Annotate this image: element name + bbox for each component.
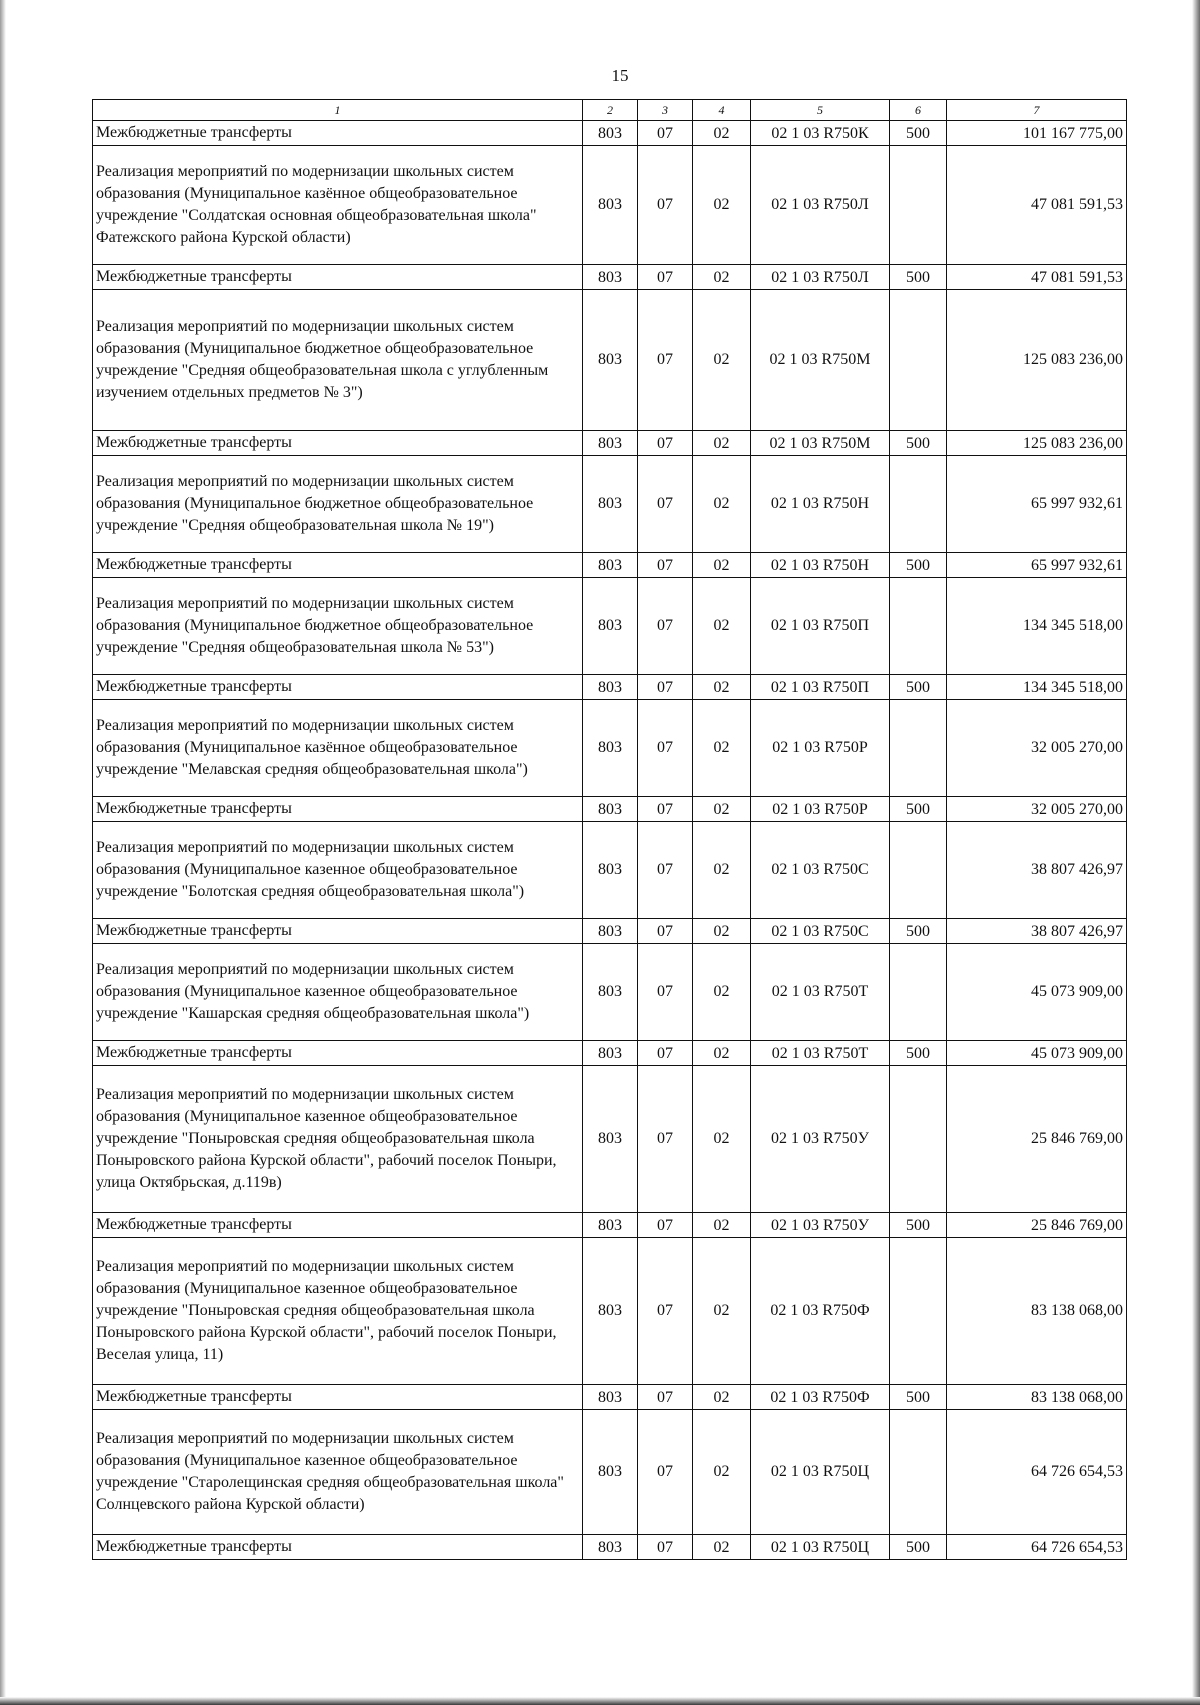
cell-target-code: 02 1 03 R750Л [751,265,890,290]
table-row [93,1213,1127,1238]
cell-expense-type [890,1066,947,1213]
cell-ved: 803 [583,675,638,700]
cell-target-code: 02 1 03 R750Р [751,797,890,822]
cell-expense-type: 500 [890,265,947,290]
cell-expense-type: 500 [890,1213,947,1238]
cell-razdel: 07 [638,1238,693,1385]
table-row [93,822,1127,919]
cell-amount: 64 726 654,53 [947,1535,1127,1560]
cell-name: Межбюджетные трансферты [93,1213,583,1238]
cell-podrazdel: 02 [693,1410,751,1535]
cell-amount: 25 846 769,00 [947,1213,1127,1238]
table-row [93,1535,1127,1560]
cell-target-code: 02 1 03 R750С [751,919,890,944]
table-row [93,944,1127,1041]
cell-amount: 32 005 270,00 [947,700,1127,797]
cell-amount: 134 345 518,00 [947,578,1127,675]
cell-razdel: 07 [638,1535,693,1560]
cell-target-code: 02 1 03 R750С [751,822,890,919]
cell-razdel: 07 [638,146,693,265]
cell-razdel: 07 [638,121,693,146]
cell-podrazdel: 02 [693,1385,751,1410]
cell-podrazdel: 02 [693,919,751,944]
cell-podrazdel: 02 [693,265,751,290]
cell-podrazdel: 02 [693,1238,751,1385]
cell-ved: 803 [583,290,638,431]
cell-name: Межбюджетные трансферты [93,675,583,700]
cell-ved: 803 [583,1535,638,1560]
cell-podrazdel: 02 [693,944,751,1041]
cell-name: Межбюджетные трансферты [93,431,583,456]
cell-expense-type [890,290,947,431]
cell-amount: 47 081 591,53 [947,146,1127,265]
cell-expense-type [890,822,947,919]
table-row [93,456,1127,553]
cell-target-code: 02 1 03 R750Ц [751,1410,890,1535]
cell-expense-type: 500 [890,919,947,944]
cell-podrazdel: 02 [693,1041,751,1066]
cell-razdel: 07 [638,822,693,919]
table-header [93,100,1127,121]
cell-razdel: 07 [638,1066,693,1213]
cell-podrazdel: 02 [693,822,751,919]
cell-expense-type: 500 [890,1385,947,1410]
table-row [93,1385,1127,1410]
table-row [93,121,1127,146]
cell-podrazdel: 02 [693,675,751,700]
table-row [93,1410,1127,1535]
table-row [93,1041,1127,1066]
cell-ved: 803 [583,1066,638,1213]
cell-ved: 803 [583,700,638,797]
cell-amount: 32 005 270,00 [947,797,1127,822]
cell-target-code: 02 1 03 R750П [751,578,890,675]
cell-ved: 803 [583,578,638,675]
cell-razdel: 07 [638,919,693,944]
cell-ved: 803 [583,265,638,290]
header-col-4: 4 [693,100,751,121]
header-col-2: 2 [583,100,638,121]
cell-ved: 803 [583,456,638,553]
cell-expense-type: 500 [890,431,947,456]
cell-name: Межбюджетные трансферты [93,121,583,146]
table-row [93,265,1127,290]
table-row [93,290,1127,431]
table-row [93,675,1127,700]
cell-amount: 38 807 426,97 [947,919,1127,944]
cell-amount: 101 167 775,00 [947,121,1127,146]
cell-razdel: 07 [638,675,693,700]
cell-razdel: 07 [638,578,693,675]
cell-target-code: 02 1 03 R750П [751,675,890,700]
cell-amount: 65 997 932,61 [947,456,1127,553]
cell-amount: 25 846 769,00 [947,1066,1127,1213]
cell-podrazdel: 02 [693,146,751,265]
header-col-5: 5 [751,100,890,121]
cell-ved: 803 [583,553,638,578]
cell-amount: 65 997 932,61 [947,553,1127,578]
cell-razdel: 07 [638,553,693,578]
cell-amount: 64 726 654,53 [947,1410,1127,1535]
cell-expense-type [890,146,947,265]
cell-amount: 125 083 236,00 [947,290,1127,431]
cell-name: Межбюджетные трансферты [93,1041,583,1066]
header-col-7: 7 [947,100,1127,121]
cell-ved: 803 [583,146,638,265]
cell-expense-type [890,1238,947,1385]
cell-target-code: 02 1 03 R750Ф [751,1385,890,1410]
table-row [93,578,1127,675]
cell-target-code: 02 1 03 R750Т [751,944,890,1041]
cell-razdel: 07 [638,797,693,822]
cell-razdel: 07 [638,456,693,553]
cell-amount: 83 138 068,00 [947,1238,1127,1385]
cell-podrazdel: 02 [693,1535,751,1560]
cell-expense-type [890,456,947,553]
table-row [93,797,1127,822]
cell-podrazdel: 02 [693,121,751,146]
cell-target-code: 02 1 03 R750М [751,290,890,431]
page-number: 15 [611,66,629,85]
cell-razdel: 07 [638,431,693,456]
cell-amount: 125 083 236,00 [947,431,1127,456]
cell-name: Реализация мероприятий по модернизации школьных систем образования (Муниципальное бюджетное общеобразовательное учреждение "Средняя общеобразовательная школа с углубленным изучением отдельных предметов № 3") [93,290,583,431]
cell-podrazdel: 02 [693,456,751,553]
cell-razdel: 07 [638,944,693,1041]
cell-amount: 45 073 909,00 [947,944,1127,1041]
cell-expense-type: 500 [890,797,947,822]
table-body [93,121,1127,1560]
cell-ved: 803 [583,431,638,456]
cell-podrazdel: 02 [693,290,751,431]
cell-podrazdel: 02 [693,797,751,822]
cell-amount: 38 807 426,97 [947,822,1127,919]
header-row [93,100,1127,121]
cell-name: Межбюджетные трансферты [93,1535,583,1560]
header-col-1: 1 [93,100,583,121]
table-row [93,1238,1127,1385]
cell-name: Межбюджетные трансферты [93,797,583,822]
cell-name: Реализация мероприятий по модернизации школьных систем образования (Муниципальное бюджетное общеобразовательное учреждение "Средняя общеобразовательная школа № 19") [93,456,583,553]
table-row [93,553,1127,578]
cell-razdel: 07 [638,290,693,431]
cell-name: Реализация мероприятий по модернизации школьных систем образования (Муниципальное казенное общеобразовательное учреждение "Поныровская средняя общеобразовательная школа Поныровского района Курской области", рабочий поселок Поныри, улица Октябрьская, д.119в) [93,1066,583,1213]
budget-table [92,99,1127,1560]
scan-edge-bottom [0,1697,1200,1705]
cell-ved: 803 [583,1213,638,1238]
cell-amount: 134 345 518,00 [947,675,1127,700]
cell-target-code: 02 1 03 R750Ф [751,1238,890,1385]
cell-podrazdel: 02 [693,1213,751,1238]
cell-podrazdel: 02 [693,431,751,456]
cell-name: Межбюджетные трансферты [93,553,583,578]
cell-name: Реализация мероприятий по модернизации школьных систем образования (Муниципальное казенное общеобразовательное учреждение "Поныровская средняя общеобразовательная школа Поныровского района Курской области", рабочий поселок Поныри, Веселая улица, 11) [93,1238,583,1385]
cell-target-code: 02 1 03 R750Ц [751,1535,890,1560]
cell-name: Межбюджетные трансферты [93,265,583,290]
cell-podrazdel: 02 [693,1066,751,1213]
cell-target-code: 02 1 03 R750Н [751,456,890,553]
cell-razdel: 07 [638,1385,693,1410]
table-row [93,431,1127,456]
cell-expense-type: 500 [890,1535,947,1560]
cell-razdel: 07 [638,1213,693,1238]
cell-amount: 47 081 591,53 [947,265,1127,290]
cell-target-code: 02 1 03 R750Р [751,700,890,797]
cell-ved: 803 [583,944,638,1041]
cell-expense-type [890,1410,947,1535]
cell-amount: 45 073 909,00 [947,1041,1127,1066]
cell-name: Межбюджетные трансферты [93,919,583,944]
cell-expense-type [890,700,947,797]
cell-razdel: 07 [638,1410,693,1535]
cell-expense-type: 500 [890,675,947,700]
cell-podrazdel: 02 [693,700,751,797]
cell-name: Реализация мероприятий по модернизации школьных систем образования (Муниципальное бюджетное общеобразовательное учреждение "Средняя общеобразовательная школа № 53") [93,578,583,675]
cell-target-code: 02 1 03 R750Л [751,146,890,265]
cell-name: Реализация мероприятий по модернизации школьных систем образования (Муниципальное казённое общеобразовательное учреждение "Мелавская средняя общеобразовательная школа") [93,700,583,797]
cell-name: Реализация мероприятий по модернизации школьных систем образования (Муниципальное казённое общеобразовательное учреждение "Солдатская основная общеобразовательная школа" Фатежского района Курской области) [93,146,583,265]
cell-ved: 803 [583,797,638,822]
cell-expense-type: 500 [890,1041,947,1066]
cell-ved: 803 [583,1385,638,1410]
cell-podrazdel: 02 [693,578,751,675]
cell-ved: 803 [583,1410,638,1535]
cell-name: Реализация мероприятий по модернизации школьных систем образования (Муниципальное казенное общеобразовательное учреждение "Кашарская средняя общеобразовательная школа") [93,944,583,1041]
cell-name: Реализация мероприятий по модернизации школьных систем образования (Муниципальное казенное общеобразовательное учреждение "Старолещинская средняя общеобразовательная школа" Солнцевского района Курской области) [93,1410,583,1535]
cell-name: Реализация мероприятий по модернизации школьных систем образования (Муниципальное казенное общеобразовательное учреждение "Болотская средняя общеобразовательная школа") [93,822,583,919]
cell-name: Межбюджетные трансферты [93,1385,583,1410]
header-col-3: 3 [638,100,693,121]
cell-ved: 803 [583,1238,638,1385]
cell-expense-type: 500 [890,121,947,146]
cell-ved: 803 [583,822,638,919]
cell-expense-type [890,944,947,1041]
table-row [93,700,1127,797]
table-row [93,1066,1127,1213]
cell-ved: 803 [583,919,638,944]
table-row [93,919,1127,944]
cell-target-code: 02 1 03 R750М [751,431,890,456]
cell-razdel: 07 [638,265,693,290]
cell-target-code: 02 1 03 R750Н [751,553,890,578]
cell-razdel: 07 [638,1041,693,1066]
cell-amount: 83 138 068,00 [947,1385,1127,1410]
scan-edge-right [1192,0,1200,1705]
cell-target-code: 02 1 03 R750У [751,1213,890,1238]
table-row [93,146,1127,265]
scan-edge-left [0,0,6,1705]
cell-target-code: 02 1 03 R750У [751,1066,890,1213]
cell-razdel: 07 [638,700,693,797]
cell-expense-type [890,578,947,675]
header-col-6: 6 [890,100,947,121]
cell-expense-type: 500 [890,553,947,578]
cell-target-code: 02 1 03 R750Т [751,1041,890,1066]
cell-target-code: 02 1 03 R750К [751,121,890,146]
cell-podrazdel: 02 [693,553,751,578]
cell-ved: 803 [583,1041,638,1066]
cell-ved: 803 [583,121,638,146]
